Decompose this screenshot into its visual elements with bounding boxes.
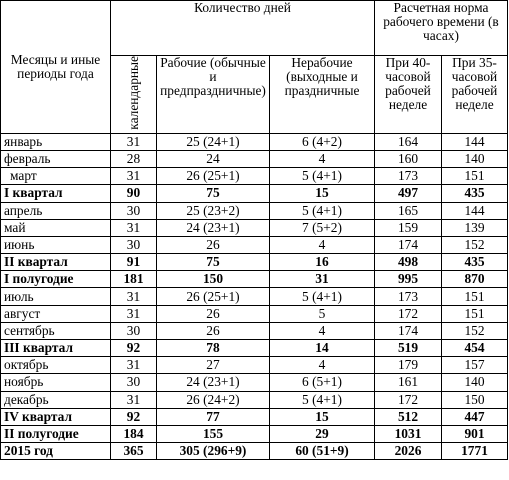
hours-40-cell: 1031 xyxy=(375,425,442,442)
hours-40-cell: 173 xyxy=(375,288,442,305)
period-name-cell: I полугодие xyxy=(1,271,111,288)
calendar-days-cell: 92 xyxy=(111,408,157,425)
period-name-cell: август xyxy=(1,305,111,322)
table-row xyxy=(1,391,508,408)
hours-40-cell: 2026 xyxy=(375,443,442,460)
nonworking-days-cell: 4 xyxy=(270,357,375,374)
working-days-cell: 77 xyxy=(157,408,270,425)
hours-35-cell: 152 xyxy=(442,236,508,253)
working-days-cell: 26 xyxy=(157,236,270,253)
hours-35-cell: 1771 xyxy=(442,443,508,460)
hours-35-cell: 151 xyxy=(442,168,508,185)
period-name-cell: апрель xyxy=(1,202,111,219)
nonworking-days-cell: 15 xyxy=(270,408,375,425)
hours-35-cell: 435 xyxy=(442,185,508,202)
hours-40-cell: 161 xyxy=(375,374,442,391)
hours-35-cell: 150 xyxy=(442,391,508,408)
calendar-days-cell: 181 xyxy=(111,271,157,288)
calendar-days-cell: 184 xyxy=(111,425,157,442)
table-row xyxy=(1,133,508,150)
nonworking-days-cell: 6 (4+2) xyxy=(270,133,375,150)
hours-40-cell: 497 xyxy=(375,185,442,202)
nonworking-days-cell: 16 xyxy=(270,254,375,271)
nonworking-days-cell: 5 (4+1) xyxy=(270,168,375,185)
hours-40-cell: 173 xyxy=(375,168,442,185)
hours-40-cell: 512 xyxy=(375,408,442,425)
period-name-cell: март xyxy=(1,168,111,185)
working-days-cell: 26 xyxy=(157,322,270,339)
working-days-cell: 26 (24+2) xyxy=(157,391,270,408)
table-row xyxy=(1,219,508,236)
work-norm-header: Расчетная норма рабочего времени (в часах) xyxy=(375,1,508,56)
period-name-cell: II квартал xyxy=(1,254,111,271)
period-name-cell: май xyxy=(1,219,111,236)
table-row xyxy=(1,168,508,185)
nonworking-days-cell: 15 xyxy=(270,185,375,202)
hours-35-cell: 144 xyxy=(442,202,508,219)
table-row xyxy=(1,254,508,271)
calendar-days-cell: 30 xyxy=(111,236,157,253)
table-row xyxy=(1,443,508,460)
working-days-cell: 24 (23+1) xyxy=(157,219,270,236)
calendar-days-label: календарные xyxy=(125,56,141,130)
period-name-cell: июнь xyxy=(1,236,111,253)
hours-40-cell: 159 xyxy=(375,219,442,236)
period-name-cell: ноябрь xyxy=(1,374,111,391)
working-days-cell: 25 (24+1) xyxy=(157,133,270,150)
working-days-cell: 24 (23+1) xyxy=(157,374,270,391)
nonworking-days-cell: 4 xyxy=(270,150,375,167)
table-row xyxy=(1,340,508,357)
table-row xyxy=(1,271,508,288)
working-days-cell: 150 xyxy=(157,271,270,288)
nonworking-days-cell: 60 (51+9) xyxy=(270,443,375,460)
calendar-days-header xyxy=(111,56,157,134)
working-days-cell: 155 xyxy=(157,425,270,442)
nonworking-days-cell: 7 (5+2) xyxy=(270,219,375,236)
period-name-cell: I квартал xyxy=(1,185,111,202)
hours-35-cell: 435 xyxy=(442,254,508,271)
nonworking-days-cell: 29 xyxy=(270,425,375,442)
nonworking-days-cell: 5 (4+1) xyxy=(270,202,375,219)
table-row xyxy=(1,305,508,322)
nonworking-days-cell: 5 (4+1) xyxy=(270,288,375,305)
hours-40-cell: 519 xyxy=(375,340,442,357)
period-name-cell: январь xyxy=(1,133,111,150)
period-name-cell: 2015 год xyxy=(1,443,111,460)
nonworking-days-cell: 6 (5+1) xyxy=(270,374,375,391)
working-days-cell: 24 xyxy=(157,150,270,167)
period-name-cell: сентябрь xyxy=(1,322,111,339)
calendar-days-cell: 31 xyxy=(111,133,157,150)
calendar-days-cell: 90 xyxy=(111,185,157,202)
table-row xyxy=(1,374,508,391)
hours-40-cell: 160 xyxy=(375,150,442,167)
calendar-days-cell: 31 xyxy=(111,357,157,374)
hours-35-cell: 151 xyxy=(442,305,508,322)
hours-40-cell: 174 xyxy=(375,322,442,339)
calendar-days-cell: 31 xyxy=(111,168,157,185)
hours-40-cell: 179 xyxy=(375,357,442,374)
hours-40-cell: 498 xyxy=(375,254,442,271)
calendar-days-cell: 31 xyxy=(111,219,157,236)
nonworking-days-cell: 5 (4+1) xyxy=(270,391,375,408)
hours-40-cell: 164 xyxy=(375,133,442,150)
calendar-days-cell: 31 xyxy=(111,391,157,408)
hours-35-cell: 152 xyxy=(442,322,508,339)
working-days-cell: 75 xyxy=(157,185,270,202)
calendar-days-cell: 30 xyxy=(111,322,157,339)
hours-35-cell: 144 xyxy=(442,133,508,150)
working-days-cell: 75 xyxy=(157,254,270,271)
hours-40-cell: 995 xyxy=(375,271,442,288)
hours-40-cell: 172 xyxy=(375,391,442,408)
hours-40-header: При 40-часовой рабочей неделе xyxy=(375,56,442,134)
nonworking-days-cell: 4 xyxy=(270,322,375,339)
hours-35-cell: 140 xyxy=(442,150,508,167)
nonworking-days-cell: 31 xyxy=(270,271,375,288)
nonworking-days-cell: 4 xyxy=(270,236,375,253)
hours-35-cell: 139 xyxy=(442,219,508,236)
period-name-cell: II полугодие xyxy=(1,425,111,442)
working-days-cell: 26 (25+1) xyxy=(157,168,270,185)
hours-35-cell: 870 xyxy=(442,271,508,288)
calendar-days-cell: 30 xyxy=(111,374,157,391)
days-count-header: Количество дней xyxy=(111,1,375,56)
nonworking-days-cell: 14 xyxy=(270,340,375,357)
working-days-cell: 26 (25+1) xyxy=(157,288,270,305)
working-days-header: Рабочие (обычные и предпраздничные) xyxy=(157,56,270,134)
working-days-cell: 78 xyxy=(157,340,270,357)
nonworking-days-cell: 5 xyxy=(270,305,375,322)
table-row xyxy=(1,185,508,202)
table-row xyxy=(1,357,508,374)
working-days-cell: 305 (296+9) xyxy=(157,443,270,460)
table-row xyxy=(1,288,508,305)
calendar-days-cell: 28 xyxy=(111,150,157,167)
hours-35-cell: 454 xyxy=(442,340,508,357)
table-body xyxy=(1,133,508,460)
working-days-cell: 25 (23+2) xyxy=(157,202,270,219)
table-row xyxy=(1,322,508,339)
hours-40-cell: 165 xyxy=(375,202,442,219)
calendar-days-cell: 31 xyxy=(111,288,157,305)
table-row xyxy=(1,150,508,167)
period-name-cell: октябрь xyxy=(1,357,111,374)
period-name-cell: июль xyxy=(1,288,111,305)
calendar-days-cell: 31 xyxy=(111,305,157,322)
hours-40-cell: 172 xyxy=(375,305,442,322)
hours-35-header: При 35-часовой рабочей неделе xyxy=(442,56,508,134)
hours-35-cell: 901 xyxy=(442,425,508,442)
nonworking-days-header: Нерабочие (выходные и праздничные xyxy=(270,56,375,134)
period-name-cell: III квартал xyxy=(1,340,111,357)
calendar-days-cell: 91 xyxy=(111,254,157,271)
period-name-cell: декабрь xyxy=(1,391,111,408)
period-name-cell: IV квартал xyxy=(1,408,111,425)
calendar-days-cell: 365 xyxy=(111,443,157,460)
hours-35-cell: 447 xyxy=(442,408,508,425)
calendar-days-cell: 92 xyxy=(111,340,157,357)
hours-35-cell: 151 xyxy=(442,288,508,305)
hours-40-cell: 174 xyxy=(375,236,442,253)
working-days-cell: 27 xyxy=(157,357,270,374)
table-row xyxy=(1,202,508,219)
table-row xyxy=(1,408,508,425)
table-row xyxy=(1,236,508,253)
hours-35-cell: 140 xyxy=(442,374,508,391)
period-name-cell: февраль xyxy=(1,150,111,167)
period-header: Месяцы и иные периоды года xyxy=(1,1,111,134)
working-days-cell: 26 xyxy=(157,305,270,322)
hours-35-cell: 157 xyxy=(442,357,508,374)
table-row xyxy=(1,425,508,442)
calendar-days-cell: 30 xyxy=(111,202,157,219)
